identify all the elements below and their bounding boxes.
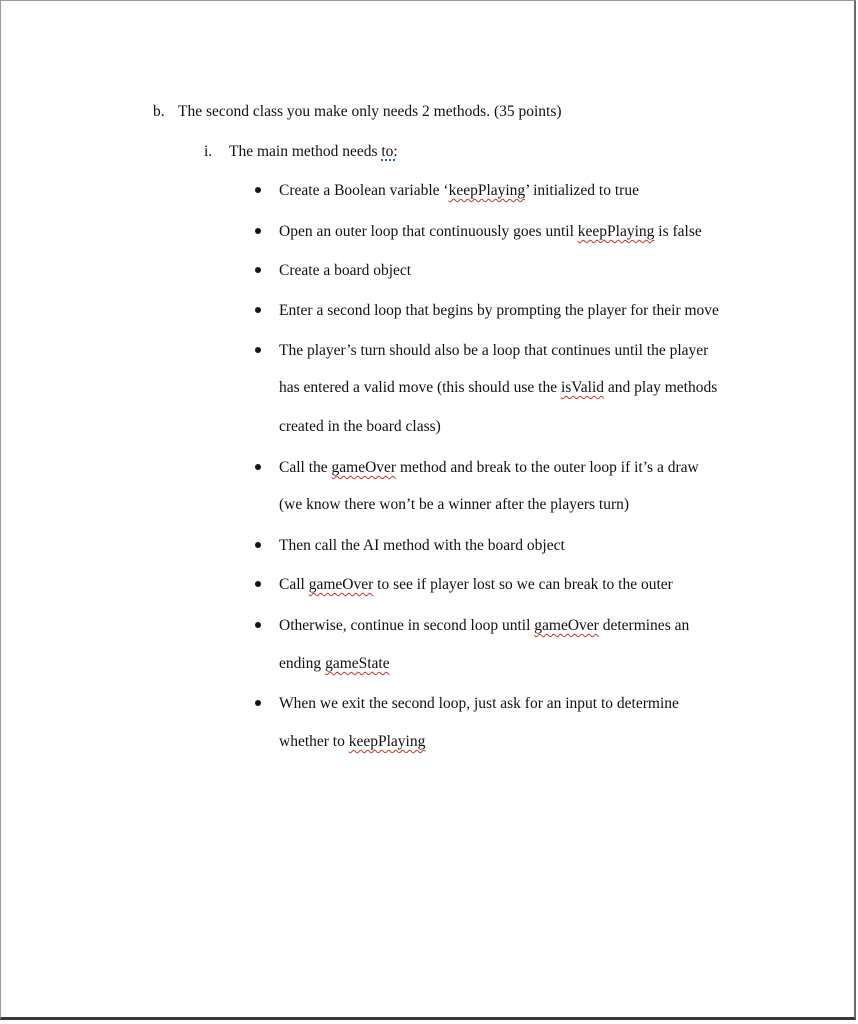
bullet-icon <box>255 307 261 313</box>
bullet-icon <box>255 700 261 706</box>
bullet-text: Call the <box>279 459 332 476</box>
list-marker-b: b. <box>153 103 165 120</box>
bullet-text: to see if player lost so we can break to the outer <box>373 576 673 593</box>
bullet-icon <box>255 347 261 353</box>
sub-item-i-text: The main method needs <box>229 143 382 160</box>
section-b-heading: The second class you make only needs 2 methods. (35 points) <box>178 103 562 120</box>
spell-flagged-word[interactable]: keepPlaying <box>448 182 526 199</box>
list-marker-i: i. <box>204 143 213 160</box>
bullet-item-7: Then call the AI method with the board object <box>279 537 565 554</box>
spell-flagged-word[interactable]: isValid <box>560 379 605 396</box>
bullet-icon <box>255 581 261 587</box>
bullet-text: Call <box>279 576 309 593</box>
spell-flagged-word[interactable]: gameOver <box>308 576 374 593</box>
spell-flagged-word[interactable]: gameOver <box>331 459 397 476</box>
bullet-text: is false <box>654 223 702 240</box>
bullet-text: Otherwise, continue in second loop until <box>279 617 535 634</box>
bullet-text: ’ initialized to true <box>525 182 639 199</box>
sub-item-i-heading <box>229 142 398 162</box>
bullet-item-4: Enter a second loop that begins by prompting the player for their move <box>279 302 719 319</box>
bullet-item-2 <box>279 222 702 242</box>
bullet-text: Create a Boolean variable ‘ <box>279 182 449 199</box>
spell-flagged-word[interactable]: keepPlaying <box>577 223 655 240</box>
bullet-item-3: Create a board object <box>279 262 412 279</box>
bullet-icon <box>255 187 261 193</box>
bullet-text: whether to <box>279 733 349 750</box>
bullet-item-5-line-2 <box>279 378 717 398</box>
bullet-item-6-line-2: (we know there won’t be a winner after the players turn) <box>279 496 630 513</box>
bullet-icon <box>255 464 261 470</box>
spell-flagged-word[interactable]: keepPlaying <box>348 733 426 750</box>
spell-flagged-word[interactable]: gameState <box>325 655 390 672</box>
bullet-item-5-line-3: created in the board class) <box>279 418 441 435</box>
bullet-item-9-line-1 <box>279 616 689 636</box>
bullet-text: has entered a valid move (this should use the <box>279 379 561 396</box>
bullet-icon <box>255 542 261 548</box>
bullet-icon <box>255 228 261 234</box>
bullet-text: Open an outer loop that continuously goes until <box>279 223 578 240</box>
bullet-item-8 <box>279 575 673 595</box>
bullet-text: and play methods <box>604 379 718 396</box>
bullet-item-10-line-1: When we exit the second loop, just ask for an input to determine <box>279 695 679 712</box>
grammar-flagged-word[interactable]: to: <box>381 143 398 160</box>
bullet-item-6-line-1 <box>279 458 699 478</box>
bullet-item-9-line-2 <box>279 654 390 674</box>
spell-flagged-word[interactable]: gameOver <box>534 617 599 634</box>
bullet-text: method and break to the outer loop if it’s a draw <box>396 459 699 476</box>
bullet-icon <box>255 622 261 628</box>
bullet-text: determines an <box>598 617 690 634</box>
bullet-item-10-line-2 <box>279 732 425 752</box>
bullet-item-1 <box>279 181 639 201</box>
bullet-item-5-line-1: The player’s turn should also be a loop that continues until the player <box>279 342 709 359</box>
bullet-text: ending <box>279 655 326 672</box>
bullet-icon <box>255 267 261 273</box>
